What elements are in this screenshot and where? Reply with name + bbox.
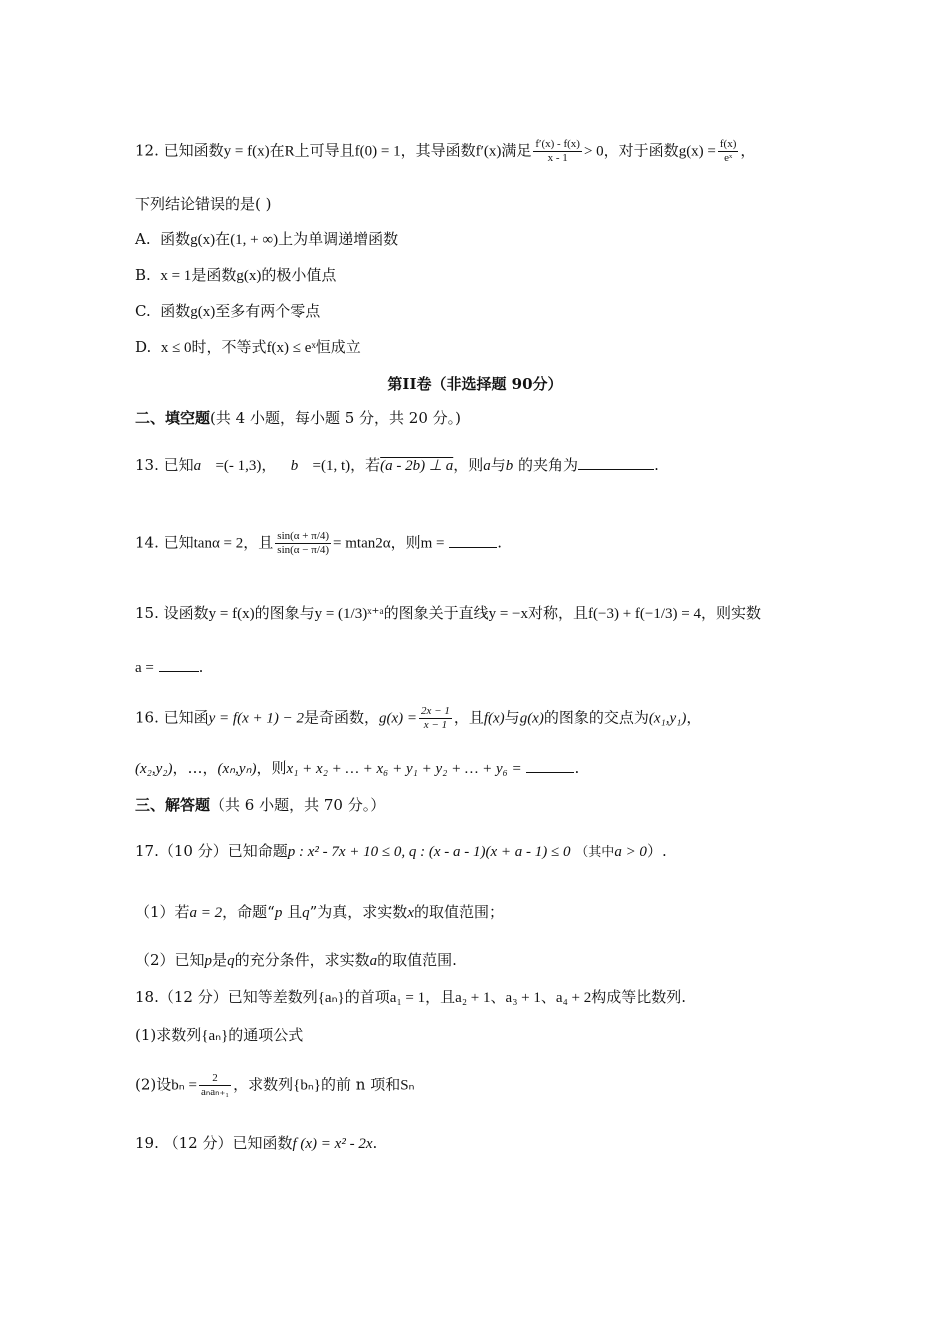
q12-text: 满足 <box>501 141 532 160</box>
answer-blank[interactable] <box>449 533 497 548</box>
q12-math: > 0 <box>583 143 604 160</box>
q12-option-a: A. 函数g(x)在(1, + ∞)上为单调递增函数 <box>135 230 399 248</box>
q13: 13. 已知a =(- 1,3)， b =(1, t)，若(a - 2b) ⊥ a，则a与b 的夹角为 . <box>135 456 659 474</box>
q14: 14. 已知tanα = 2，且 $\frac{\sin(\alpha + \pi/4)}{\sin(\alpha - \pi/4)}$ = mtan2α，则m = . <box>135 530 503 556</box>
q12-stem <box>135 138 755 165</box>
q17: 17.（10 分）已知命题p : x² - 7x + 10 ≤ 0, q : (x - a - 1)(x + a - 1) ≤ 0 （其中a > 0）. <box>135 842 667 860</box>
answer-blank[interactable] <box>526 758 574 773</box>
q17-part1: （1）若a = 2，命题“p 且q”为真，求实数x的取值范围； <box>135 903 504 921</box>
q17-part2: （2）已知p是q的充分条件，求实数a的取值范围. <box>135 951 457 969</box>
q12-math: f′(x) <box>475 143 502 160</box>
q18-fraction: $\frac{2}{\text{aₙaₙ₊₁}}$ <box>200 1072 230 1098</box>
q12-question: 下列结论错误的是( ) <box>135 195 272 213</box>
q12-text: ，对于函数 <box>603 141 679 160</box>
q12-math: g(x) = <box>678 143 716 160</box>
answer-blank[interactable] <box>159 657 199 672</box>
q16-fraction: $\frac{2x - 1}{x - 1}$ <box>421 705 450 731</box>
part2-title: 第II卷（非选择题 90分） <box>387 375 563 393</box>
q14-fraction: $\frac{\sin(\alpha + \pi/4)}{\sin(\alpha - \pi/4)}$ <box>277 530 330 556</box>
q12-text: ，其导函数 <box>400 141 476 160</box>
q15-line2: a = . <box>135 658 204 676</box>
q12-fraction: $\frac{f(x)}{\text{eˣ}}$ <box>719 138 737 164</box>
q12-math: y = f(x) <box>223 143 270 160</box>
q12-text: ， <box>740 141 756 160</box>
q18-part1: (1)求数列{aₙ}的通项公式 <box>135 1026 304 1044</box>
q12-option-c: C. 函数g(x)至多有两个零点 <box>135 302 321 320</box>
q18-part2: (2)设bₙ = $\frac{2}{\text{aₙaₙ₊₁}}$ ，求数列{bₙ}的前 n 项和Sₙ <box>135 1072 415 1098</box>
q16-line2: (x₂,y₂)，…，(xₙ,yₙ)，则x₁ + x₂ + … + x₆ + y₁ + y₂ + … + y₆ = . <box>135 759 580 777</box>
q12-option-d: D. x ≤ 0时，不等式f(x) ≤ eˣ恒成立 <box>135 338 361 356</box>
q12-math: R <box>284 143 295 160</box>
section2-heading: 二、填空题(共 4 小题，每小题 5 分，共 20 分。) <box>135 409 462 427</box>
q19: 19. （12 分）已知函数f (x) = x² - 2x. <box>135 1134 378 1152</box>
q16: 16. 已知函y = f(x + 1) − 2是奇函数，g(x) = $\frac{2x - 1}{x - 1}$ ，且f(x)与g(x)的图象的交点为(x₁,y₁)， <box>135 705 702 731</box>
q12-text: 12. 已知函数 <box>135 141 224 160</box>
answer-blank[interactable] <box>578 455 654 470</box>
q12-option-b: B. x = 1是函数g(x)的极小值点 <box>135 266 337 284</box>
q12-text: 上可导且 <box>294 141 355 160</box>
q12-text: 在 <box>269 141 285 160</box>
q12-fraction: $\frac{f'(x) - f(x)}{x - 1}$ <box>535 138 580 164</box>
section3-heading: 三、解答题（共 6 小题，共 70 分。） <box>135 796 386 814</box>
q18: 18.（12 分）已知等差数列{aₙ}的首项a₁ = 1，且a₂ + 1、a₃ + 1、a₄ + 2构成等比数列. <box>135 988 687 1006</box>
q12-math: f(0) = 1 <box>354 143 401 160</box>
q15: 15. 设函数y = f(x)的图象与y = (1/3)ˣ⁺ᵃ的图象关于直线y = −x对称，且f(−3) + f(−1/3) = 4，则实数 <box>135 604 762 622</box>
